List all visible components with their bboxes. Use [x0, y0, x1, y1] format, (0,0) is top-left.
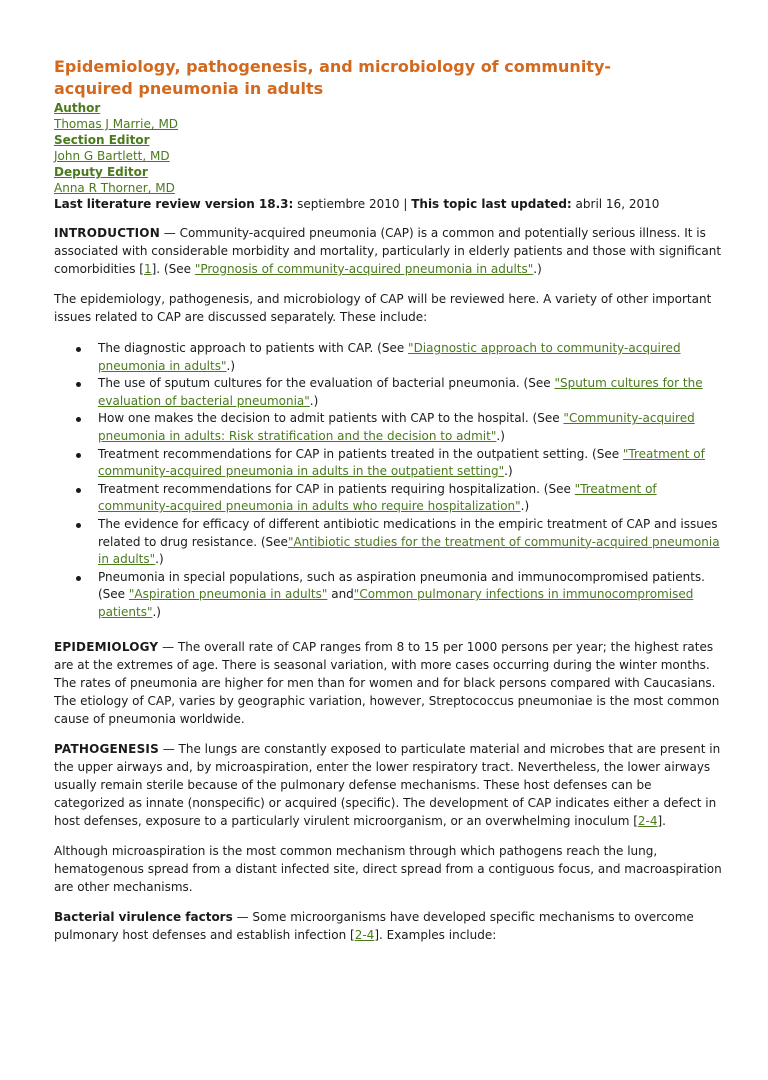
introduction-text-2: ]. (See — [151, 262, 195, 276]
topic-link[interactable]: "Community-acquired pneumonia in adults: Risk stratification and the decision to admit" — [98, 411, 695, 443]
bullet-icon — [76, 347, 81, 352]
virulence-heading: Bacterial virulence factors — [54, 909, 233, 924]
article — [0, 56, 734, 944]
list-item-tail: .) — [152, 604, 161, 619]
list-item-text: Treatment recommendations for CAP in patients treated in the outpatient setting. (See — [98, 446, 623, 461]
topic-link[interactable]: "Sputum cultures for the evaluation of bacterial pneumonia" — [98, 376, 703, 408]
list-item — [98, 410, 722, 445]
list-item — [98, 516, 722, 569]
list-item — [98, 569, 722, 622]
author-link[interactable]: Thomas J Marrie, MD — [54, 117, 179, 131]
updated-date: abril 16, 2010 — [571, 197, 660, 211]
topic-link-2[interactable]: "Common pulmonary infections in immunocompromised patients" — [98, 587, 694, 619]
list-item-tail: .) — [520, 499, 530, 514]
virulence-text-2: ]. Examples include: — [374, 927, 497, 942]
introduction-paragraph — [54, 224, 722, 278]
pathogenesis-paragraph — [54, 740, 722, 830]
list-item-tail: .) — [309, 393, 319, 408]
bullet-icon — [76, 576, 81, 581]
list-item-tail: .) — [496, 428, 505, 443]
author-block — [54, 100, 734, 196]
bullet-icon — [76, 382, 81, 387]
review-info — [54, 196, 734, 212]
list-item-text: How one makes the decision to admit patients with CAP to the hospital. (See — [98, 411, 564, 426]
article-title: Epidemiology, pathogenesis, and microbiology of community-acquired pneumonia in adults — [54, 57, 612, 98]
introduction-text-3: .) — [533, 262, 542, 276]
related-topics-list — [54, 340, 722, 622]
overview-paragraph: The epidemiology, pathogenesis, and microbiology of CAP will be reviewed here. A variety of other important issues related to CAP are discussed separately. These include: — [54, 292, 712, 324]
list-item-tail: .) — [504, 464, 513, 479]
review-version-label: Last literature review version 18.3: — [54, 197, 294, 211]
list-item-text: The diagnostic approach to patients with CAP. (See — [98, 341, 409, 355]
list-item-text: Pneumonia in special populations, such as aspiration pneumonia and immunocompromised patients. (See — [98, 569, 705, 602]
list-item — [98, 340, 722, 375]
reference-link[interactable]: 1 — [143, 262, 152, 276]
list-item-tail: .) — [226, 358, 235, 373]
list-item — [98, 446, 722, 481]
deputy-editor-label-link[interactable]: Deputy Editor — [54, 165, 148, 179]
list-item — [98, 481, 722, 516]
introduction-text: — Community-acquired pneumonia (CAP) is a common and potentially serious illness. It is associated with considerable morbidity and mortality, particularly in elderly patients and those with significant comorbidities [ — [54, 226, 722, 276]
bullet-icon — [76, 523, 81, 528]
list-item — [98, 375, 722, 410]
reference-link[interactable]: 2-4 — [354, 927, 375, 942]
bullet-icon — [76, 417, 81, 422]
bullet-icon — [76, 488, 81, 493]
updated-label: This topic last updated: — [411, 197, 572, 211]
review-version-date: septiembre 2010 | — [293, 197, 412, 211]
deputy-editor-link[interactable]: Anna R Thorner, MD — [54, 181, 175, 195]
pathogenesis-heading: PATHOGENESIS — [54, 741, 159, 756]
list-item-conjunction: and — [327, 587, 354, 602]
section-editor-link[interactable]: John G Bartlett, MD — [54, 149, 170, 163]
pathogenesis-text: — The lungs are constantly exposed to particulate material and microbes that are present in the upper airways and, by microaspiration, enter the lower respiratory tract. Nevertheless, the lower airways usually remain sterile because of the pulmonary defense mechanisms. These host defenses can be categorized as innate (nonspecific) or acquired (specific). The development of CAP indicates either a defect in host defenses, exposure to a particularly virulent microorganism, or an overwhelming inoculum [ — [54, 741, 721, 828]
epidemiology-text: — The overall rate of CAP ranges from 8 to 15 per 1000 persons per year; the highest rates are at the extremes of age. There is seasonal variation, with more cases occurring during the winter months. The rates of pneumonia are higher for men than for women and for black persons compared with Caucasians. The etiology of CAP, varies by geographic variation, however, Streptococcus pneumoniae is the most common cause of pneumonia worldwide. — [54, 639, 720, 726]
epidemiology-heading: EPIDEMIOLOGY — [54, 639, 159, 654]
virulence-text: — Some microorganisms have developed specific mechanisms to overcome pulmonary host defenses and establish infection [ — [54, 909, 694, 942]
topic-link[interactable]: "Treatment of community-acquired pneumonia in adults in the outpatient setting" — [98, 446, 705, 479]
introduction-heading: INTRODUCTION — [54, 226, 160, 240]
author-label-link[interactable]: Author — [54, 101, 101, 115]
microaspiration-paragraph: Although microaspiration is the most common mechanism through which pathogens reach the lung, hematogenous spread from a distant infected site, direct spread from a contiguous focus, and macroaspiration are other mechanisms. — [54, 843, 722, 894]
reference-link[interactable]: 2-4 — [637, 813, 658, 828]
topic-link[interactable]: "Aspiration pneumonia in adults" — [128, 587, 328, 602]
list-item-text: Treatment recommendations for CAP in patients requiring hospitalization. (See — [98, 481, 575, 496]
topic-link[interactable]: "Antibiotic studies for the treatment of community-acquired pneumonia in adults" — [98, 534, 720, 567]
virulence-paragraph — [54, 908, 722, 944]
pathogenesis-text-2: ]. — [657, 813, 666, 828]
prognosis-link[interactable]: "Prognosis of community-acquired pneumonia in adults" — [194, 262, 534, 276]
topic-link[interactable]: "Diagnostic approach to community-acquired pneumonia in adults" — [98, 341, 681, 373]
section-editor-label-link[interactable]: Section Editor — [54, 133, 150, 147]
list-item-tail: .) — [155, 552, 164, 567]
topic-link[interactable]: "Treatment of community-acquired pneumonia in adults who require hospitalization" — [98, 481, 657, 514]
bullet-icon — [76, 453, 81, 458]
epidemiology-paragraph — [54, 638, 722, 728]
list-item-text: The evidence for efficacy of different antibiotic medications in the empiric treatment of CAP and issues related to drug resistance. (See — [98, 516, 718, 549]
list-item-text: The use of sputum cultures for the evaluation of bacterial pneumonia. (See — [98, 376, 555, 391]
